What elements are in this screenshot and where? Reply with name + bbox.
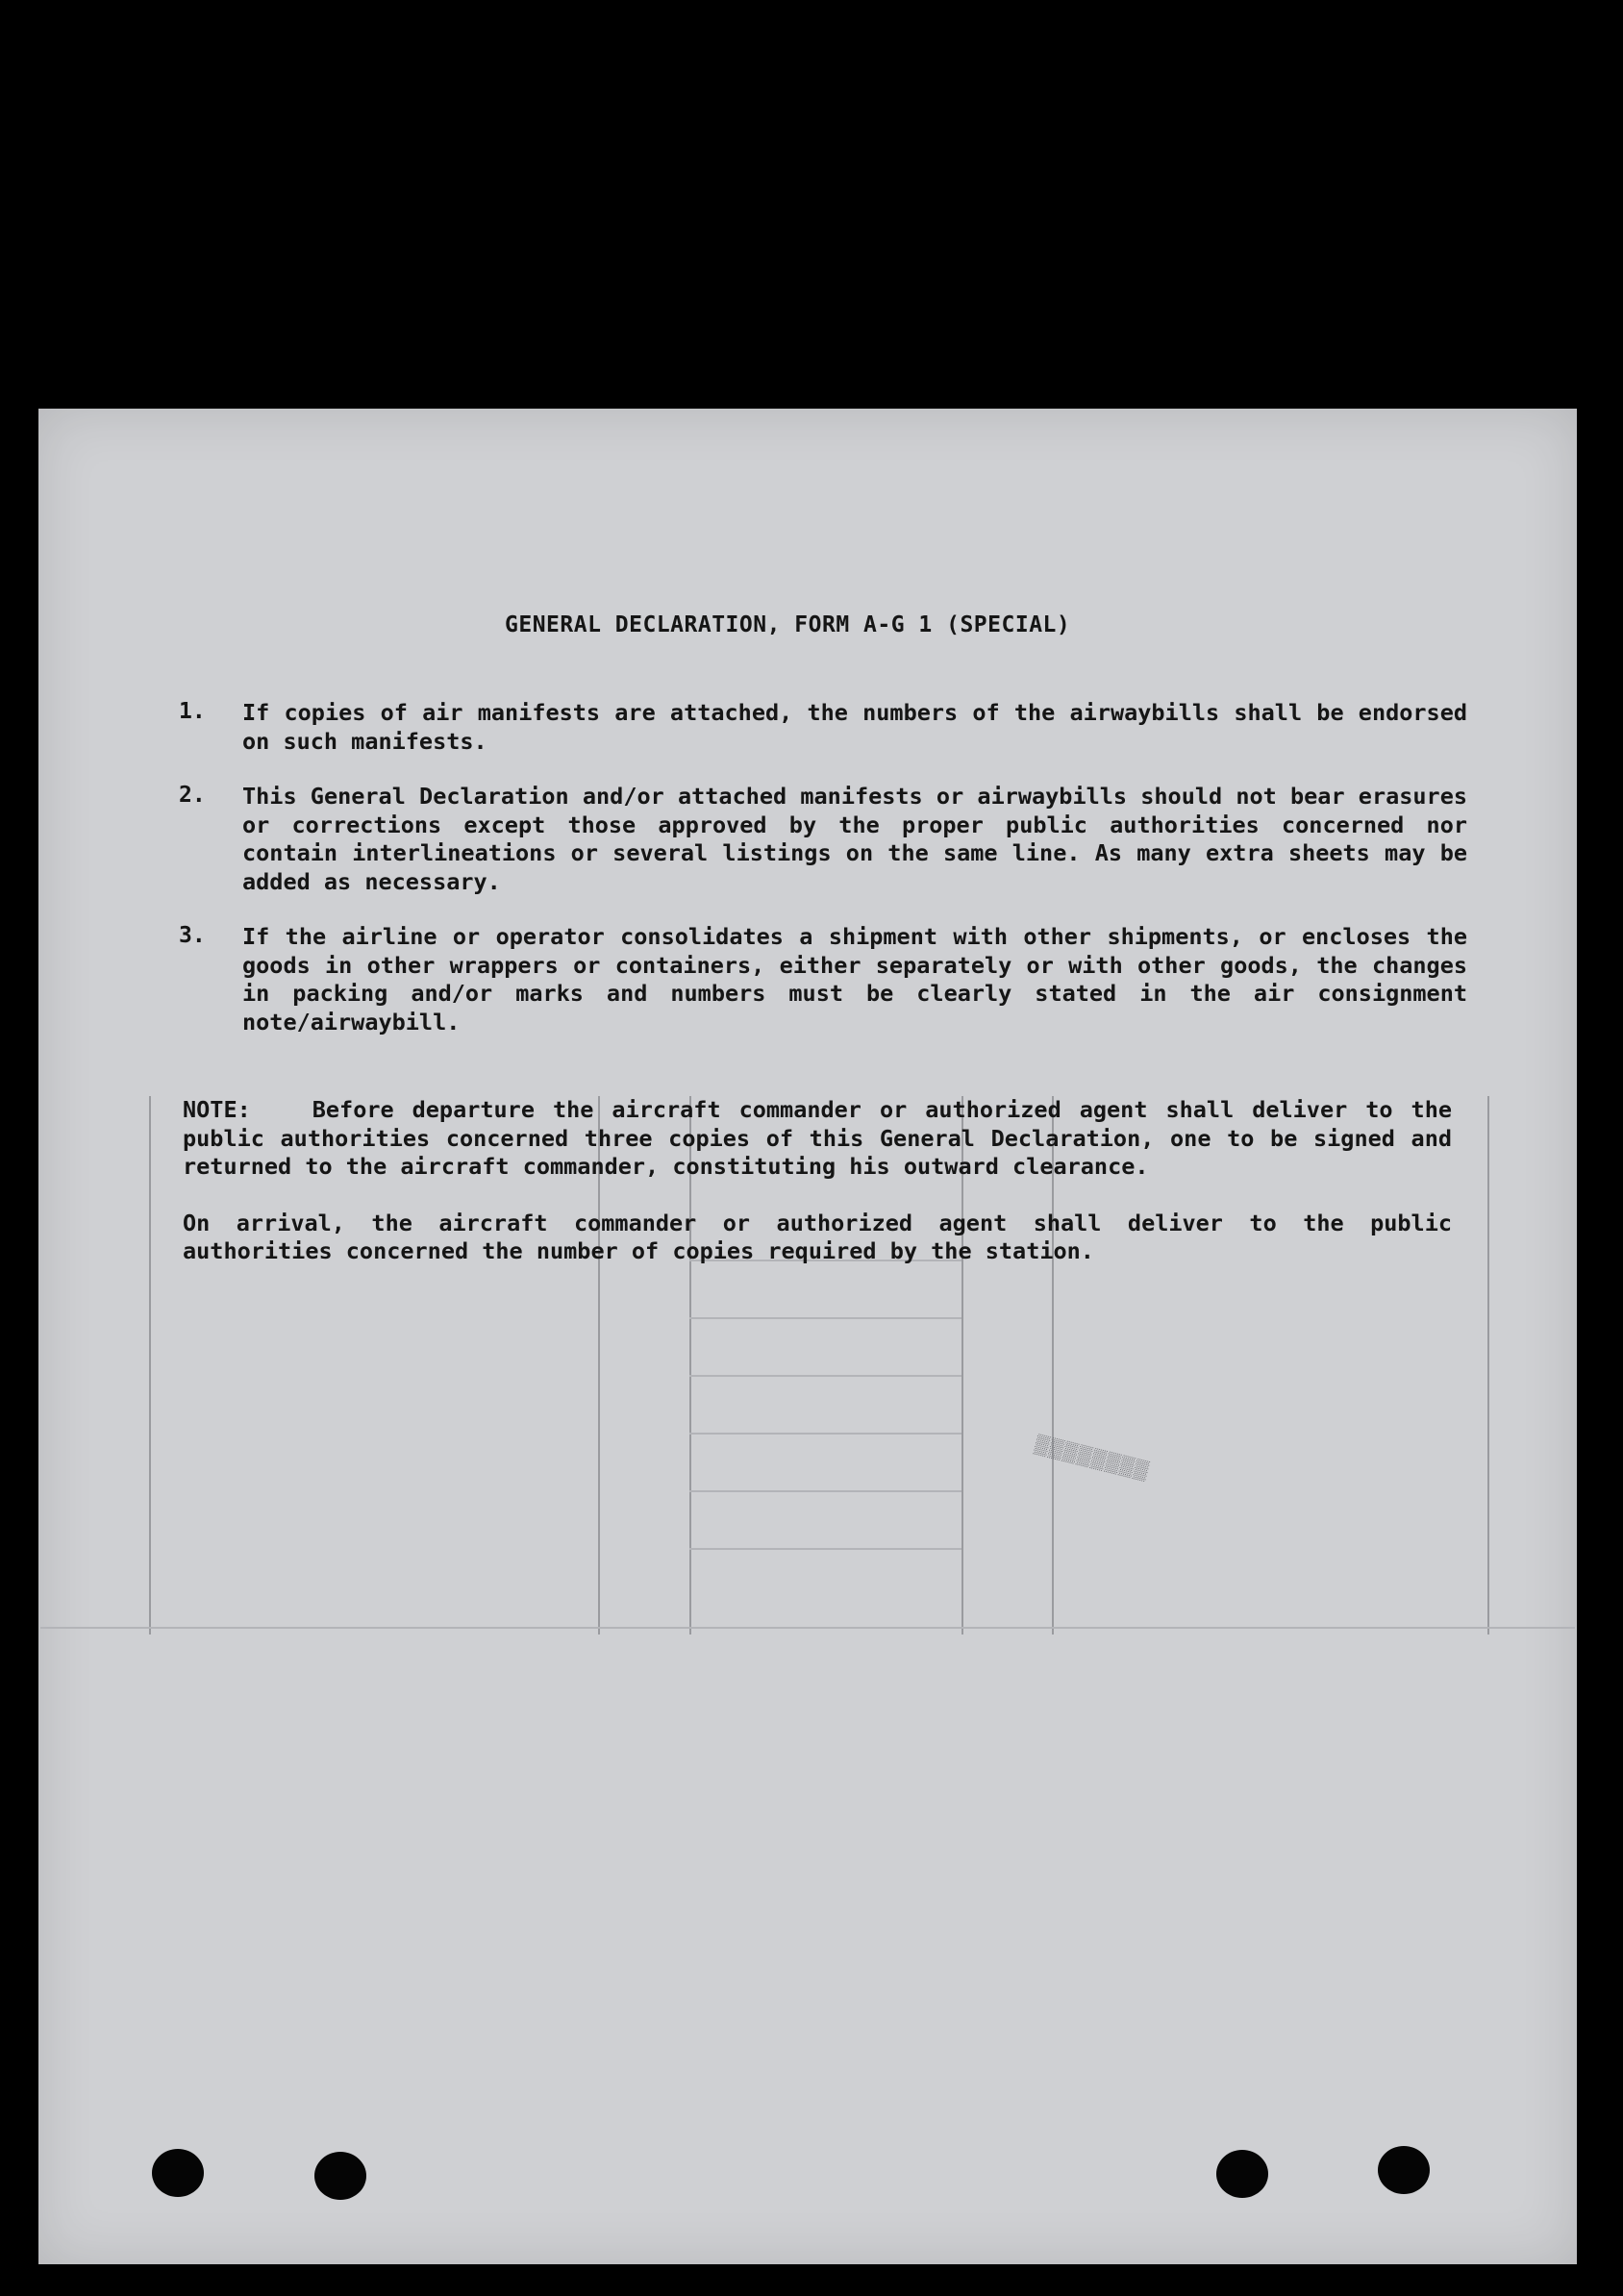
bleed-rule [689,1490,961,1492]
bleed-rule [1487,1096,1489,1635]
document-page [38,409,1577,2264]
instruction-number: 3. [179,923,206,948]
instruction-item [179,923,1467,1036]
bleed-rule [689,1375,961,1377]
instruction-text: If the airline or operator consolidates a shipment with other shipments, or encloses the goods in other wrappers or containers, either separately or with other goods, the changes in packing and/or marks and numbers must be clearly stated in the air consignment note/airwaybill. [242,923,1467,1036]
bleed-rule [689,1433,961,1435]
note-section [183,1096,1452,1266]
instruction-text: This General Declaration and/or attached manifests or airwaybills should not bear erasures or corrections except those approved by the proper public authorities concerned nor contain interlineations or several listings on the same line. As many extra sheets may be added as necessary. [242,783,1467,895]
instruction-item [179,783,1467,896]
stamp-mark: ▒▒▒▒▒▒▒▒ [1033,1433,1152,1483]
punch-hole [1216,2150,1268,2198]
note-paragraph [183,1096,1452,1182]
bleed-rule [149,1096,151,1635]
bleed-rule [689,1548,961,1550]
punch-hole [1378,2146,1430,2194]
note-label: NOTE: [183,1096,251,1123]
arrival-paragraph: On arrival, the aircraft commander or authorized agent shall deliver to the public authorities concerned the number of copies required by the station. [183,1209,1452,1264]
instruction-number: 1. [179,699,206,724]
instruction-item [179,699,1467,756]
instruction-number: 2. [179,783,206,808]
note-text: Before departure the aircraft commander or authorized agent shall deliver to the public authorities concerned three copies of this General Declaration, one to be signed and returned to the aircraft commander, constituting his outward clearance. [183,1096,1452,1180]
instruction-text: If copies of air manifests are attached, the numbers of the airwaybills shall be endorsed on such manifests. [242,699,1467,755]
punch-hole [314,2152,366,2200]
bleed-rule [40,1627,1575,1629]
form-title: GENERAL DECLARATION, FORM A-G 1 (SPECIAL) [505,612,1071,637]
bleed-rule [689,1317,961,1319]
punch-hole [152,2149,204,2197]
